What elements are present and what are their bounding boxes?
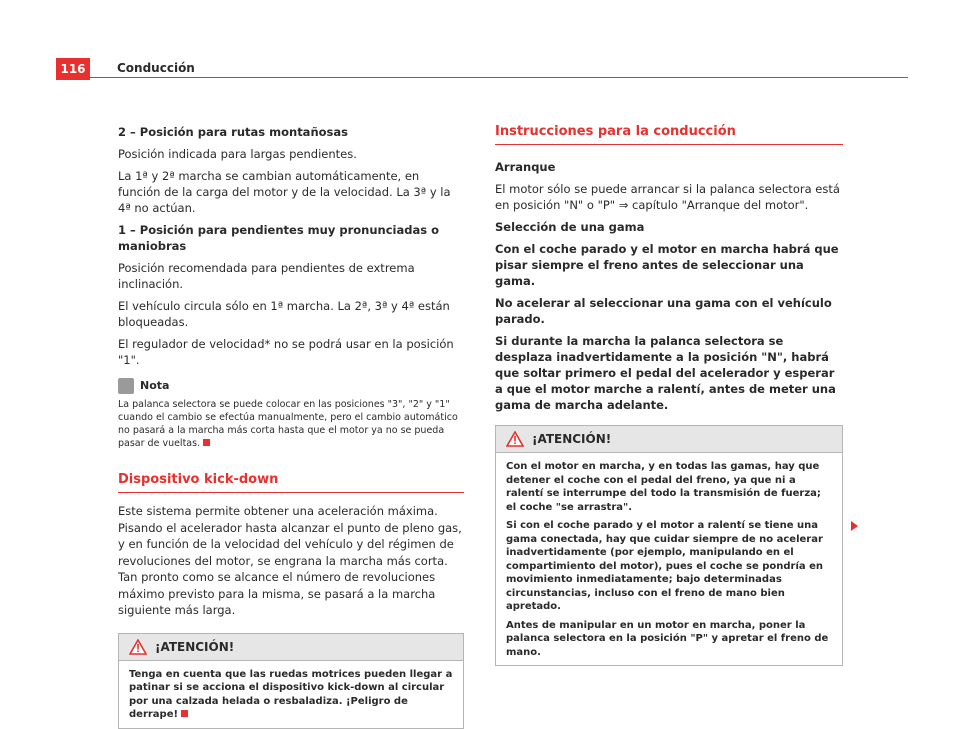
paragraph: El motor sólo se puede arrancar si la palanca selectora está en posición "N" o "P" ⇒ capítulo "Arranque del motor". [495, 182, 840, 212]
bold-paragraph: Con el coche parado y el motor en marcha habrá que pisar siempre el freno antes de seleccionar una gama. [495, 242, 839, 288]
note-icon [118, 378, 134, 394]
bold-paragraph: No acelerar al seleccionar una gama con el vehículo parado. [495, 296, 832, 326]
continue-arrow-icon [851, 521, 858, 531]
heading-start: Arranque [495, 160, 556, 174]
note-title: Nota [140, 379, 170, 392]
end-marker-icon [203, 439, 210, 446]
paragraph: La 1ª y 2ª marcha se cambian automáticamente, en función de la carga del motor y de la velocidad. La 3ª y la 4ª no actúan. [118, 169, 451, 215]
warning-text: Tenga en cuenta que las ruedas motrices pueden llegar a patinar si se acciona el dispositivo kick-down al circular por una calzada helada o resbaladiza. ¡Peligro de derrape! [129, 668, 453, 720]
warning-paragraph: Si con el coche parado y el motor a ralentí se tiene una gama conectada, hay que cuidar siempre de no acelerar inadvertidamente (por ejemplo, manipulando en el compartimiento del motor), pues el coche se pondría en movimiento inmediatamente; bajo determinadas circunstancias, incluso con el freno de mano bien apretado. [506, 520, 824, 612]
heading-mountain-position: 2 – Posición para rutas montañosas [118, 125, 348, 139]
heading-range-selection: Selección de una gama [495, 220, 645, 234]
warning-body [119, 661, 463, 728]
paragraph: Posición recomendada para pendientes de extrema inclinación. [118, 261, 415, 291]
warning-title: ¡ATENCIÓN! [532, 432, 612, 446]
warning-paragraph: Antes de manipular en un motor en marcha, poner la palanca selectora en la posición "P" y apretar el freno de mano. [506, 619, 829, 658]
section-title-driving: Instrucciones para la conducción [495, 124, 843, 145]
warning-box-driving [495, 425, 843, 666]
page-number: 116 [56, 58, 90, 80]
note-body [118, 398, 464, 450]
header-divider [90, 77, 908, 78]
warning-triangle-icon [129, 639, 147, 655]
warning-paragraph: Con el motor en marcha, y en todas las gamas, hay que detener el coche con el pedal del freno, ya que ni a ralentí se interrumpe del todo la transmisión de fuerza; el coche "se arrastra". [506, 461, 821, 513]
warning-header [496, 426, 842, 453]
note-header [118, 378, 464, 394]
warning-header [119, 634, 463, 661]
section-title-kickdown: Dispositivo kick-down [118, 472, 464, 493]
right-column [495, 124, 843, 666]
paragraph: Este sistema permite obtener una aceleración máxima. Pisando el acelerador hasta alcanzar el punto de pleno gas, y en función de la velocidad del vehículo y del régimen de revoluciones del motor, se engrana la marcha más corta. Tan pronto como se alcance el número de revoluciones máximo previsto para la misma, se pasará a la marcha siguiente más larga. [118, 504, 462, 617]
paragraph: Posición indicada para largas pendientes. [118, 147, 357, 161]
warning-triangle-icon [506, 431, 524, 447]
chapter-title: Conducción [117, 61, 195, 75]
paragraph: El regulador de velocidad* no se podrá usar en la posición "1". [118, 337, 454, 367]
warning-title: ¡ATENCIÓN! [155, 639, 235, 654]
warning-box-kickdown [118, 633, 464, 729]
heading-steep-position: 1 – Posición para pendientes muy pronunciadas o maniobras [118, 223, 439, 253]
paragraph: El vehículo circula sólo en 1ª marcha. La 2ª, 3ª y 4ª están bloqueadas. [118, 299, 450, 329]
left-column [118, 124, 464, 729]
bold-paragraph: Si durante la marcha la palanca selectora se desplaza inadvertidamente a la posición "N", habrá que soltar primero el pedal del acelerador y esperar a que el motor marche a ralentí, antes de meter una gama de marcha adelante. [495, 334, 836, 412]
warning-body [496, 453, 842, 665]
note-text: La palanca selectora se puede colocar en las posiciones "3", "2" y "1" cuando el cambio se efectúa manualmente, pero el cambio automático no pasará a la marcha más corta hasta que el motor ya no se pueda pasar de vueltas. [118, 399, 458, 449]
end-marker-icon [181, 710, 188, 717]
